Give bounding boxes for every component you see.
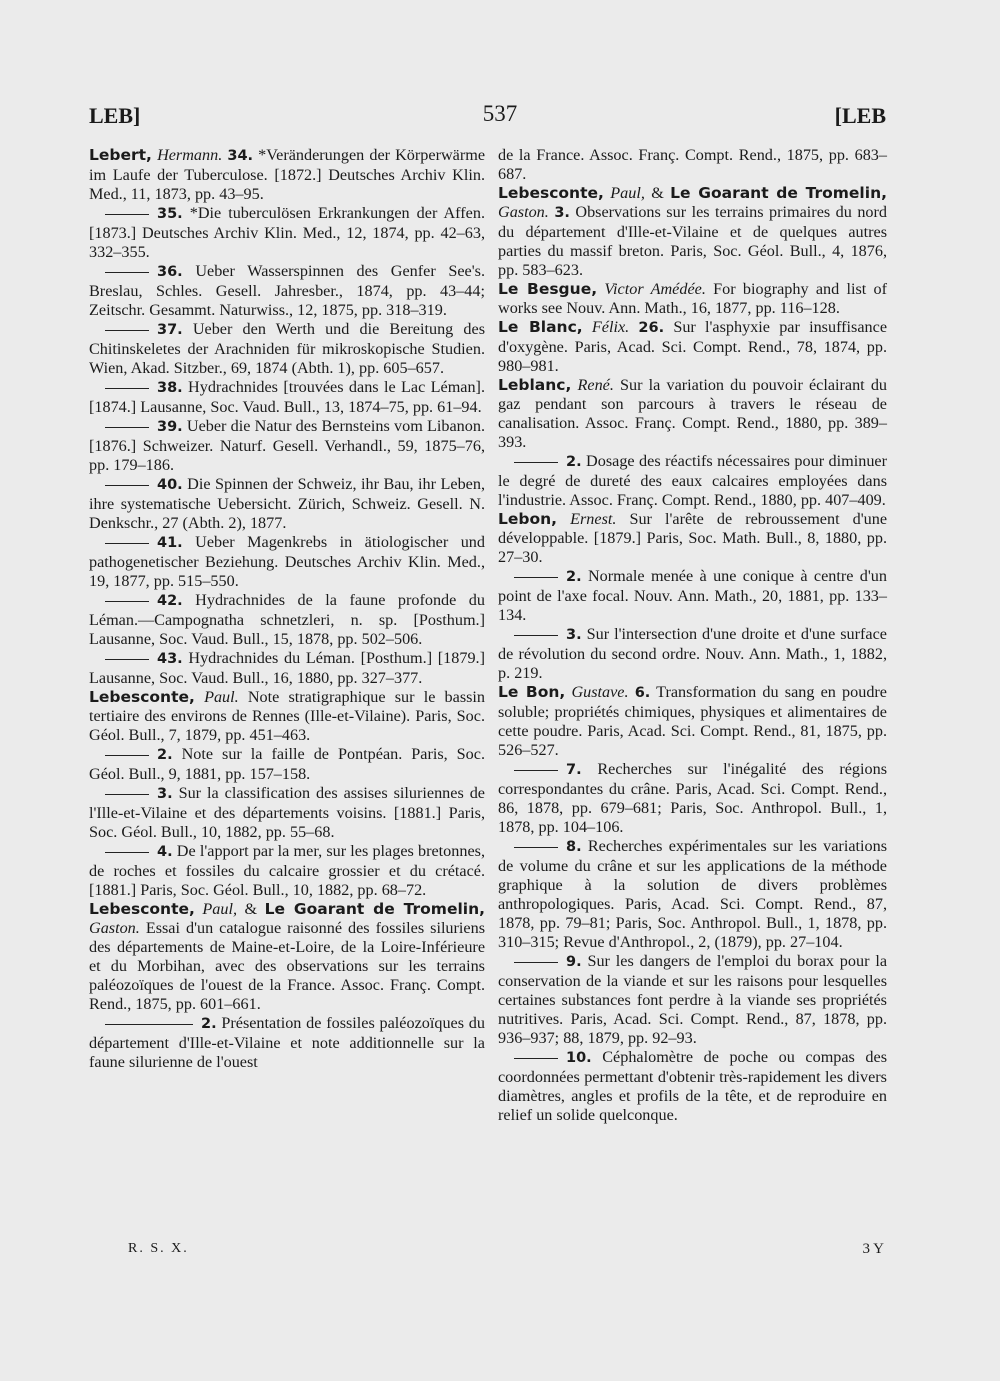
- bibliography-entry: [89, 533, 485, 591]
- author-name: Lebert,: [89, 146, 152, 164]
- ditto-rule: [105, 1024, 193, 1025]
- entry-number: 3.: [566, 627, 582, 643]
- entry-text: Sur l'arête de rebroussement d'une développable. [1879.] Paris, Soc. Math. Bull., 8, 1880, pp. 27–30.: [498, 510, 888, 566]
- ditto-rule: [514, 847, 558, 848]
- bibliography-entry: [498, 952, 887, 1048]
- bibliography-entry: [498, 683, 887, 760]
- entry-number: 2.: [201, 1016, 217, 1032]
- coauthor-given-name: Gaston.: [89, 919, 140, 937]
- entry-text: Ueber Magenkrebs in ätiologischer und pathogenetischer Beziehung. Deutsches Archiv Klin. Med., 19, 1877, pp. 515–550.: [89, 533, 485, 590]
- coauthor-name: Le Goarant de Tromelin,: [670, 184, 887, 202]
- entry-number: 3.: [157, 786, 173, 802]
- bibliography-entry: [89, 900, 485, 1014]
- bibliography-entry: [498, 280, 887, 318]
- bibliography-entry: [89, 146, 485, 204]
- entry-number: 37.: [157, 322, 183, 338]
- bibliography-entry: [498, 567, 887, 625]
- ditto-rule: [514, 1058, 558, 1059]
- bibliography-entry: [89, 649, 485, 688]
- bibliography-entry: [498, 184, 887, 280]
- entry-text: Note sur la faille de Pontpéan. Paris, Soc. Géol. Bull., 9, 1881, pp. 157–158.: [89, 745, 485, 783]
- entry-text: Hydrachnides [trouvées dans le Lac Léman]. [1874.] Lausanne, Soc. Vaud. Bull., 13, 1874–75, pp. 61–94.: [89, 378, 485, 416]
- bibliography-entry: [89, 320, 485, 378]
- entry-text: Sur l'asphyxie par insuffisance d'oxygène. Paris, Acad. Sci. Compt. Rend., 78, 1874, pp. 980–981.: [498, 318, 887, 375]
- ditto-rule: [105, 214, 149, 215]
- entry-number: 41.: [157, 535, 183, 551]
- entry-number: 36.: [157, 264, 183, 280]
- entry-text: De l'apport par la mer, sur les plages bretonnes, de roches et fossiles du calcaire grossier et du crétacé. [1881.] Paris, Soc. Géol. Bull., 10, 1882, pp. 68–72.: [89, 842, 485, 899]
- entry-text: de la France. Assoc. Franç. Compt. Rend., 1875, pp. 683–687.: [498, 146, 887, 183]
- author-given-name: Paul,: [610, 184, 645, 202]
- bibliography-entry: [89, 1014, 485, 1072]
- author-given-name: Victor Amédée.: [604, 280, 706, 298]
- author-given-name: Paul,: [202, 900, 238, 918]
- entry-text: Ueber den Werth und die Bereitung des Chitinskeletes der Arachniden für mikroskopische Studien. Wien, Akad. Sitzber., 69, 1874 (Abth. 1), pp. 605–657.: [89, 320, 485, 377]
- entry-number: 6.: [634, 685, 651, 701]
- entry-number: 4.: [157, 844, 173, 860]
- ditto-rule: [514, 770, 558, 771]
- entry-text: Ueber die Natur des Bernsteins vom Libanon. [1876.] Schweizer. Naturf. Gesell. Verhandl., 59, 1875–76, pp. 179–186.: [89, 417, 485, 474]
- bibliography-entry: [498, 837, 887, 952]
- bibliography-entry: [89, 688, 485, 745]
- ditto-rule: [514, 962, 558, 963]
- author-name: Le Besgue,: [498, 280, 598, 298]
- entry-number: 38.: [157, 380, 183, 396]
- entry-number: 2.: [157, 747, 173, 763]
- ditto-rule: [105, 852, 149, 853]
- entry-number: 34.: [227, 148, 254, 164]
- entry-text: Transformation du sang en poudre soluble; propriétés chimiques, physiques et alimentaires de cette poudre. Paris, Acad. Sci. Compt. Rend., 81, 1875, pp. 526–527.: [498, 683, 887, 759]
- entry-number: 35.: [157, 206, 183, 222]
- entry-text: Céphalomètre de poche ou compas des coordonnées permettant d'obtenir très-rapidement les divers diamètres, angles et profils de la tête, et de reproduire en relief un solide quelconque.: [498, 1048, 887, 1124]
- entry-number: 2.: [566, 569, 582, 585]
- entry-number: 3.: [554, 205, 570, 221]
- author-given-name: René.: [577, 376, 614, 394]
- bibliography-entry: [89, 475, 485, 533]
- entry-text: Dosage des réactifs nécessaires pour diminuer le degré de dureté des eaux calcaires employées dans l'industrie. Assoc. Franç. Compt. Rend., 1880, pp. 407–409.: [498, 452, 887, 509]
- left-column: [89, 146, 485, 1072]
- entry-text: Sur la classification des assises siluriennes de l'Ille-et-Vilaine et des départements voisins. [1881.] Paris, Soc. Géol. Bull., 10, 1882, pp. 55–68.: [89, 784, 485, 841]
- author-name: Lebesconte,: [89, 688, 195, 706]
- bibliography-entry: [498, 510, 887, 567]
- bibliography-entry: [89, 204, 485, 262]
- ditto-rule: [105, 388, 149, 389]
- bibliography-entry: [89, 842, 485, 900]
- entry-text: For biography and list of works see Nouv. Ann. Math., 16, 1877, pp. 116–128.: [498, 280, 887, 317]
- bibliography-entry: [498, 625, 887, 683]
- entry-number: 26.: [638, 320, 665, 336]
- coauthor-name: Le Goarant de Tromelin,: [264, 900, 486, 918]
- ampersand: &: [237, 900, 265, 918]
- author-name: Lebesconte,: [89, 900, 195, 918]
- bibliography-entry: [89, 417, 485, 475]
- bibliography-entry: [498, 376, 887, 452]
- entry-number: 8.: [566, 839, 582, 855]
- page-number: 537: [482, 101, 518, 126]
- coauthor-given-name: Gaston.: [498, 203, 549, 221]
- entry-text: Note stratigraphique sur le bassin tertiaire des environs de Rennes (Ille-et-Vilaine). Paris, Soc. Géol. Bull., 7, 1879, pp. 451–463.: [89, 688, 486, 744]
- entry-number: 43.: [157, 651, 183, 667]
- signature-number: 3 Y: [862, 1241, 884, 1257]
- ditto-rule: [105, 755, 149, 756]
- entry-text: Observations sur les terrains primaires du nord du département d'Ille-et-Vilaine et de quelques autres parties du massif breton. Paris, Soc. Géol. Bull., 4, 1876, pp. 583–623.: [498, 203, 887, 279]
- entry-text: Hydrachnides de la faune profonde du Léman.—Campognatha schnetzleri, n. sp. [Posthum.] Lausanne, Soc. Vaud. Bull., 15, 1878, pp. 502–506.: [89, 591, 485, 648]
- bibliography-entry: [89, 745, 485, 784]
- bibliography-entry: [89, 784, 485, 842]
- ditto-rule: [105, 601, 149, 602]
- ditto-rule: [105, 427, 149, 428]
- bibliography-entry: [89, 262, 485, 320]
- ampersand: &: [644, 184, 671, 202]
- author-given-name: Gustave.: [571, 683, 629, 701]
- entry-number: 40.: [157, 477, 183, 493]
- entry-text: *Die tuberculösen Erkrankungen der Affen. [1873.] Deutsches Archiv Klin. Med., 12, 1874, pp. 42–63, 332–355.: [89, 204, 485, 261]
- entry-text: Sur les dangers de l'emploi du borax pour la conservation de la viande et sur les raisons pour lesquelles certaines substances font perdre à la viande ses propriétés nutritives. Paris, Acad. Sci. Compt. Rend., 87, 1878, pp. 936–937; 88, 1879, pp. 92–93.: [498, 952, 887, 1047]
- author-given-name: Félix.: [591, 318, 630, 336]
- entry-text: Normale menée à une conique à centre d'un point de l'axe focal. Nouv. Ann. Math., 20, 1881, pp. 133–134.: [498, 567, 887, 624]
- entry-number: 39.: [157, 419, 183, 435]
- author-name: Le Blanc,: [498, 318, 583, 336]
- entry-number: 10.: [566, 1050, 592, 1066]
- entry-text: Sur l'intersection d'une droite et d'une surface de révolution du second ordre. Nouv. Ann. Math., 1, 1882, p. 219.: [498, 625, 887, 682]
- entry-text: Ueber Wasserspinnen des Genfer See's. Breslau, Schles. Gesell. Jahresber., 1874, pp. 43–44; Zeitschr. Gesammt. Naturwiss., 12, 1875, pp. 318–319.: [89, 262, 485, 319]
- author-name: Le Bon,: [498, 683, 566, 701]
- ditto-rule: [105, 543, 149, 544]
- author-given-name: Hermann.: [157, 146, 223, 164]
- ditto-rule: [514, 577, 558, 578]
- entry-text: Sur la variation du pouvoir éclairant du gaz pendant son parcours à travers le réseau de canalisation. Assoc. Franç. Compt. Rend., 1880, pp. 389–393.: [498, 376, 888, 451]
- bibliography-entry: [89, 591, 485, 649]
- entry-text: Die Spinnen der Schweiz, ihr Bau, ihr Leben, ihre systematische Uebersicht. Zürich, Schweiz. Gesell. N. Denkschr., 27 (Abth. 2), 1877.: [89, 475, 485, 532]
- bibliography-entry: [498, 760, 887, 837]
- ditto-rule: [105, 659, 149, 660]
- entry-text: Recherches expérimentales sur les variations de volume du crâne et sur les applications de la méthode graphique à la solution de divers problèmes anthropologiques. Paris, Acad. Sci. Compt. Rend., 87, 1878, pp. 79–81; Paris, Soc. Anthropol. Bull., 1, 1878, pp. 310–315; Revue d'Anthropol., 2, (1879), pp. 27–104.: [498, 837, 887, 951]
- ditto-rule: [105, 272, 149, 273]
- ditto-rule: [105, 794, 149, 795]
- author-given-name: Ernest.: [570, 510, 617, 528]
- author-given-name: Paul.: [204, 688, 239, 706]
- ditto-rule: [514, 462, 558, 463]
- entry-number: 42.: [157, 593, 183, 609]
- entry-number: 2.: [566, 454, 582, 470]
- entry-text: Recherches sur l'inégalité des régions correspondantes du crâne. Paris, Acad. Sci. Compt. Rend., 86, 1878, pp. 679–681; Paris, Soc. Anthropol. Bull., 1, 1878, pp. 104–106.: [498, 760, 887, 836]
- right-column: [498, 146, 887, 1125]
- author-name: Lebon,: [498, 510, 558, 528]
- bibliography-entry: [498, 452, 887, 510]
- entry-text: Hydrachnides du Léman. [Posthum.] [1879.] Lausanne, Soc. Vaud. Bull., 16, 1880, pp. 327–377.: [89, 649, 485, 687]
- bibliography-entry: [498, 318, 887, 376]
- entry-text: Présentation de fossiles paléozoïques du département d'Ille-et-Vilaine et note additionnelle sur la faune silurienne de l'ouest: [89, 1014, 485, 1071]
- ditto-rule: [105, 330, 149, 331]
- bibliography-entry: [498, 1048, 887, 1125]
- running-head-left: LEB]: [89, 103, 141, 128]
- running-head-right: [LEB: [834, 103, 886, 128]
- entry-number: 9.: [566, 954, 582, 970]
- signature-mark: R. S. X.: [128, 1241, 189, 1256]
- ditto-rule: [105, 485, 149, 486]
- author-name: Lebesconte,: [498, 184, 604, 202]
- bibliography-entry: [498, 146, 887, 184]
- entry-text: Essai d'un catalogue raisonné des fossiles siluriens des départements de Maine-et-Loire, de la Loire-Inférieure et du Morbihan, avec des observations sur les terrains paléozoïques de l'ouest de la France. Assoc. Franç. Compt. Rend., 1875, pp. 601–661.: [89, 919, 485, 1013]
- ditto-rule: [514, 635, 558, 636]
- author-name: Leblanc,: [498, 376, 572, 394]
- entry-number: 7.: [566, 762, 582, 778]
- entry-text: *Veränderungen der Körperwärme im Laufe der Tuberculose. [1872.] Deutsches Archiv Klin. Med., 11, 1873, pp. 43–95.: [89, 146, 486, 203]
- bibliography-entry: [89, 378, 485, 417]
